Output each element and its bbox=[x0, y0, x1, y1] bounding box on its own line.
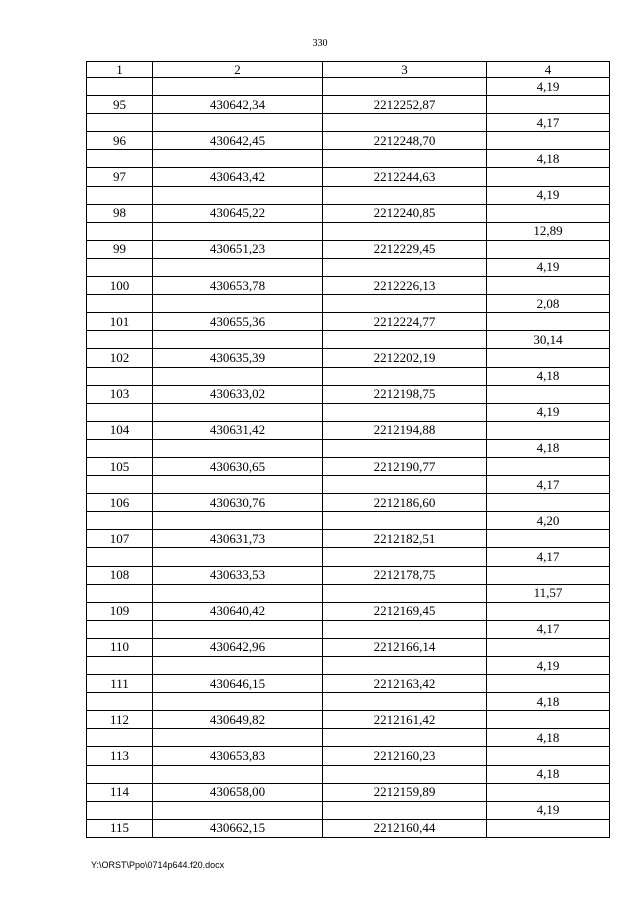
table-cell-col4 bbox=[487, 240, 610, 258]
table-cell-col4: 4,19 bbox=[487, 657, 610, 675]
column-header: 1 bbox=[87, 62, 153, 78]
table-cell-col4 bbox=[487, 602, 610, 620]
table-cell-col3: 2212169,45 bbox=[323, 602, 487, 620]
table-cell-col2: 430630,65 bbox=[153, 457, 323, 475]
table-row bbox=[87, 638, 610, 656]
table-row bbox=[87, 295, 610, 313]
table-cell-col4: 4,19 bbox=[487, 258, 610, 276]
table-cell-col1 bbox=[87, 331, 153, 349]
table-cell-col4 bbox=[487, 819, 610, 837]
table-cell-col2 bbox=[153, 584, 323, 602]
table-cell-col1: 95 bbox=[87, 96, 153, 114]
coordinates-table bbox=[86, 61, 610, 838]
table-cell-col2: 430640,42 bbox=[153, 602, 323, 620]
table-cell-col1 bbox=[87, 765, 153, 783]
table-row bbox=[87, 114, 610, 132]
table-cell-col1 bbox=[87, 295, 153, 313]
table-cell-col3 bbox=[323, 403, 487, 421]
table-cell-col2: 430655,36 bbox=[153, 313, 323, 331]
table-cell-col1 bbox=[87, 548, 153, 566]
table-cell-col1 bbox=[87, 620, 153, 638]
table-cell-col4 bbox=[487, 277, 610, 295]
table-row bbox=[87, 258, 610, 276]
table-row bbox=[87, 186, 610, 204]
table-cell-col3: 2212198,75 bbox=[323, 385, 487, 403]
table-row bbox=[87, 385, 610, 403]
table-cell-col3: 2212159,89 bbox=[323, 783, 487, 801]
table-cell-col3: 2212244,63 bbox=[323, 168, 487, 186]
table-cell-col4 bbox=[487, 457, 610, 475]
table-cell-col2 bbox=[153, 150, 323, 168]
table-row bbox=[87, 548, 610, 566]
table-row bbox=[87, 132, 610, 150]
table-cell-col3: 2212202,19 bbox=[323, 349, 487, 367]
table-cell-col2: 430642,96 bbox=[153, 638, 323, 656]
column-header: 2 bbox=[153, 62, 323, 78]
table-header-row bbox=[87, 62, 610, 78]
table-cell-col2: 430642,45 bbox=[153, 132, 323, 150]
table-cell-col4 bbox=[487, 675, 610, 693]
table-cell-col4: 4,19 bbox=[487, 186, 610, 204]
table-cell-col4: 30,14 bbox=[487, 331, 610, 349]
table-row bbox=[87, 657, 610, 675]
table-cell-col4 bbox=[487, 530, 610, 548]
table-row bbox=[87, 747, 610, 765]
table-cell-col1: 111 bbox=[87, 675, 153, 693]
table-cell-col2 bbox=[153, 729, 323, 747]
table-cell-col2 bbox=[153, 258, 323, 276]
table-cell-col2: 430633,02 bbox=[153, 385, 323, 403]
table-row bbox=[87, 439, 610, 457]
table-row bbox=[87, 204, 610, 222]
table-row bbox=[87, 512, 610, 530]
table-cell-col3 bbox=[323, 78, 487, 96]
table-cell-col3: 2212160,23 bbox=[323, 747, 487, 765]
table-cell-col3 bbox=[323, 548, 487, 566]
table-cell-col1 bbox=[87, 403, 153, 421]
table-cell-col4: 4,18 bbox=[487, 150, 610, 168]
table-cell-col3: 2212163,42 bbox=[323, 675, 487, 693]
table-cell-col1: 101 bbox=[87, 313, 153, 331]
table-row bbox=[87, 96, 610, 114]
table-cell-col1 bbox=[87, 476, 153, 494]
table-cell-col1: 102 bbox=[87, 349, 153, 367]
table-cell-col3: 2212252,87 bbox=[323, 96, 487, 114]
table-cell-col4 bbox=[487, 747, 610, 765]
table-cell-col1 bbox=[87, 114, 153, 132]
table-cell-col2: 430631,42 bbox=[153, 421, 323, 439]
table-cell-col3: 2212248,70 bbox=[323, 132, 487, 150]
table-row bbox=[87, 367, 610, 385]
table-cell-col2 bbox=[153, 657, 323, 675]
table-cell-col2 bbox=[153, 367, 323, 385]
table-cell-col1 bbox=[87, 78, 153, 96]
table-cell-col2 bbox=[153, 620, 323, 638]
table-cell-col4: 4,19 bbox=[487, 78, 610, 96]
table-cell-col1: 100 bbox=[87, 277, 153, 295]
table-cell-col2 bbox=[153, 78, 323, 96]
table-cell-col3: 2212178,75 bbox=[323, 566, 487, 584]
table-cell-col1: 110 bbox=[87, 638, 153, 656]
table-cell-col1 bbox=[87, 729, 153, 747]
table-cell-col2 bbox=[153, 114, 323, 132]
table-cell-col1: 109 bbox=[87, 602, 153, 620]
table-row bbox=[87, 476, 610, 494]
table-row bbox=[87, 783, 610, 801]
table-cell-col1: 99 bbox=[87, 240, 153, 258]
table-cell-col1: 112 bbox=[87, 711, 153, 729]
table-cell-col1: 104 bbox=[87, 421, 153, 439]
table-row bbox=[87, 494, 610, 512]
table-cell-col4: 4,17 bbox=[487, 548, 610, 566]
table-row bbox=[87, 602, 610, 620]
table-cell-col3 bbox=[323, 584, 487, 602]
table-cell-col1: 98 bbox=[87, 204, 153, 222]
table-row bbox=[87, 711, 610, 729]
table-row bbox=[87, 620, 610, 638]
table-cell-col2: 430643,42 bbox=[153, 168, 323, 186]
table-cell-col3 bbox=[323, 765, 487, 783]
table-cell-col2: 430633,53 bbox=[153, 566, 323, 584]
table-cell-col2 bbox=[153, 476, 323, 494]
table-row bbox=[87, 421, 610, 439]
table-cell-col3: 2212160,44 bbox=[323, 819, 487, 837]
table-cell-col2: 430653,78 bbox=[153, 277, 323, 295]
table-cell-col3: 2212182,51 bbox=[323, 530, 487, 548]
table-cell-col3 bbox=[323, 331, 487, 349]
table-cell-col2 bbox=[153, 222, 323, 240]
table-cell-col2: 430658,00 bbox=[153, 783, 323, 801]
table-cell-col2 bbox=[153, 295, 323, 313]
column-header: 3 bbox=[323, 62, 487, 78]
table-cell-col2: 430635,39 bbox=[153, 349, 323, 367]
table-row bbox=[87, 168, 610, 186]
table-cell-col4: 4,18 bbox=[487, 729, 610, 747]
table-cell-col2: 430642,34 bbox=[153, 96, 323, 114]
table-cell-col4 bbox=[487, 385, 610, 403]
table-cell-col4 bbox=[487, 783, 610, 801]
table-cell-col1 bbox=[87, 693, 153, 711]
table-cell-col3 bbox=[323, 620, 487, 638]
table-cell-col1: 108 bbox=[87, 566, 153, 584]
table-cell-col4 bbox=[487, 204, 610, 222]
table-cell-col3 bbox=[323, 657, 487, 675]
table-cell-col2: 430651,23 bbox=[153, 240, 323, 258]
table-row bbox=[87, 277, 610, 295]
table-cell-col2 bbox=[153, 548, 323, 566]
table-cell-col3 bbox=[323, 801, 487, 819]
table-row bbox=[87, 240, 610, 258]
table-cell-col4: 4,20 bbox=[487, 512, 610, 530]
table-row bbox=[87, 819, 610, 837]
table-cell-col1: 107 bbox=[87, 530, 153, 548]
table-cell-col4: 12,89 bbox=[487, 222, 610, 240]
table-row bbox=[87, 584, 610, 602]
table-cell-col1: 97 bbox=[87, 168, 153, 186]
table-row bbox=[87, 313, 610, 331]
page-number: 330 bbox=[312, 38, 328, 49]
table-cell-col3 bbox=[323, 693, 487, 711]
table-cell-col3: 2212186,60 bbox=[323, 494, 487, 512]
table-cell-col3: 2212190,77 bbox=[323, 457, 487, 475]
table-cell-col3 bbox=[323, 114, 487, 132]
table-row bbox=[87, 78, 610, 96]
table-cell-col3 bbox=[323, 150, 487, 168]
table-cell-col2: 430653,83 bbox=[153, 747, 323, 765]
table-cell-col4: 4,18 bbox=[487, 367, 610, 385]
table-row bbox=[87, 403, 610, 421]
table-cell-col4: 4,19 bbox=[487, 403, 610, 421]
table-cell-col2: 430645,22 bbox=[153, 204, 323, 222]
table-row bbox=[87, 222, 610, 240]
table-cell-col4: 4,17 bbox=[487, 620, 610, 638]
table-cell-col3 bbox=[323, 258, 487, 276]
table-cell-col3 bbox=[323, 295, 487, 313]
table-cell-col3: 2212240,85 bbox=[323, 204, 487, 222]
table-row bbox=[87, 801, 610, 819]
table-cell-col2 bbox=[153, 403, 323, 421]
table-cell-col1 bbox=[87, 222, 153, 240]
table-cell-col3 bbox=[323, 222, 487, 240]
table-row bbox=[87, 331, 610, 349]
table-cell-col3: 2212194,88 bbox=[323, 421, 487, 439]
table-cell-col4 bbox=[487, 566, 610, 584]
file-path-footer: Y:\ORST\Ppo\0714p644.f20.docx bbox=[91, 860, 225, 870]
table-cell-col1: 105 bbox=[87, 457, 153, 475]
table-row bbox=[87, 765, 610, 783]
table-cell-col1: 113 bbox=[87, 747, 153, 765]
table-cell-col4 bbox=[487, 96, 610, 114]
table-cell-col4 bbox=[487, 168, 610, 186]
table-cell-col4 bbox=[487, 313, 610, 331]
table-cell-col1: 103 bbox=[87, 385, 153, 403]
table-cell-col3 bbox=[323, 439, 487, 457]
table-cell-col2 bbox=[153, 693, 323, 711]
table-row bbox=[87, 530, 610, 548]
table-row bbox=[87, 566, 610, 584]
table-row bbox=[87, 457, 610, 475]
table-cell-col4 bbox=[487, 421, 610, 439]
table-cell-col1 bbox=[87, 186, 153, 204]
table-cell-col2 bbox=[153, 512, 323, 530]
table-row bbox=[87, 150, 610, 168]
table-cell-col3: 2212161,42 bbox=[323, 711, 487, 729]
table-cell-col4: 4,17 bbox=[487, 114, 610, 132]
table-cell-col1 bbox=[87, 512, 153, 530]
table-cell-col1: 114 bbox=[87, 783, 153, 801]
table-cell-col4: 4,18 bbox=[487, 439, 610, 457]
table-cell-col1 bbox=[87, 150, 153, 168]
table-cell-col4: 4,18 bbox=[487, 765, 610, 783]
table-row bbox=[87, 729, 610, 747]
table-cell-col1: 106 bbox=[87, 494, 153, 512]
table-cell-col2 bbox=[153, 186, 323, 204]
table-cell-col3 bbox=[323, 729, 487, 747]
table-cell-col2: 430630,76 bbox=[153, 494, 323, 512]
table-cell-col1 bbox=[87, 584, 153, 602]
table-cell-col1 bbox=[87, 258, 153, 276]
table-cell-col4 bbox=[487, 711, 610, 729]
table-cell-col2 bbox=[153, 801, 323, 819]
table-cell-col4: 4,18 bbox=[487, 693, 610, 711]
table-cell-col4: 11,57 bbox=[487, 584, 610, 602]
table-cell-col3 bbox=[323, 512, 487, 530]
table-cell-col4: 4,17 bbox=[487, 476, 610, 494]
table-body bbox=[87, 78, 610, 838]
table-cell-col2: 430646,15 bbox=[153, 675, 323, 693]
table-cell-col3: 2212224,77 bbox=[323, 313, 487, 331]
table-cell-col4: 2,08 bbox=[487, 295, 610, 313]
table-cell-col3 bbox=[323, 367, 487, 385]
table-cell-col3 bbox=[323, 186, 487, 204]
table-row bbox=[87, 693, 610, 711]
column-header: 4 bbox=[487, 62, 610, 78]
table-cell-col1 bbox=[87, 367, 153, 385]
table-cell-col4: 4,19 bbox=[487, 801, 610, 819]
table-cell-col4 bbox=[487, 494, 610, 512]
table-cell-col1: 115 bbox=[87, 819, 153, 837]
table-cell-col1 bbox=[87, 801, 153, 819]
table-cell-col4 bbox=[487, 638, 610, 656]
table-cell-col2 bbox=[153, 439, 323, 457]
table-row bbox=[87, 675, 610, 693]
table-cell-col3 bbox=[323, 476, 487, 494]
table-cell-col1 bbox=[87, 657, 153, 675]
table-cell-col4 bbox=[487, 349, 610, 367]
table-cell-col1 bbox=[87, 439, 153, 457]
table-cell-col2 bbox=[153, 765, 323, 783]
table-cell-col3: 2212226,13 bbox=[323, 277, 487, 295]
table-cell-col2: 430649,82 bbox=[153, 711, 323, 729]
table-cell-col1: 96 bbox=[87, 132, 153, 150]
table-cell-col3: 2212166,14 bbox=[323, 638, 487, 656]
table-cell-col4 bbox=[487, 132, 610, 150]
table-cell-col2: 430631,73 bbox=[153, 530, 323, 548]
table-cell-col3: 2212229,45 bbox=[323, 240, 487, 258]
table-cell-col2 bbox=[153, 331, 323, 349]
table-row bbox=[87, 349, 610, 367]
table-cell-col2: 430662,15 bbox=[153, 819, 323, 837]
